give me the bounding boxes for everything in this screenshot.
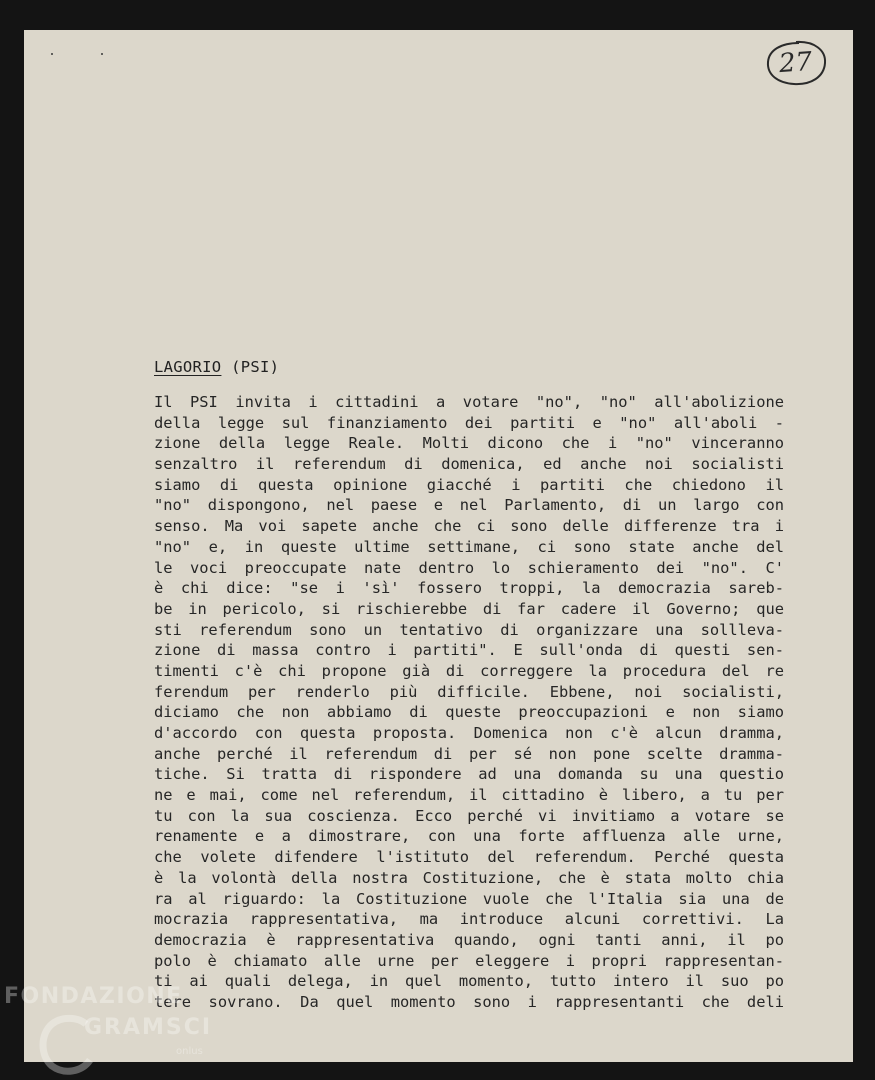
text-line: mocrazia rappresentativa, ma introduce alcuni correttivi. La bbox=[154, 910, 784, 929]
text-line: d'accordo con questa proposta. Domenica non c'è alcun dramma, bbox=[154, 724, 784, 742]
text-line: tu con la sua coscienza. Ecco perché vi invitiamo a votare se bbox=[154, 806, 784, 825]
text-line: polo è chiamato alle urne per eleggere i propri rappresentan- bbox=[154, 951, 784, 970]
text-line: "no" dispongono, nel paese e nel Parlamento, di un largo con bbox=[154, 496, 784, 515]
text-line: ferendum per renderlo più difficile. Ebbene, noi socialisti, bbox=[154, 682, 784, 701]
text-line: ne e mai, come nel referendum, il cittadino è libero, a tu per bbox=[154, 786, 784, 805]
text-line: zione della legge Reale. Molti dicono che i "no" vinceranno bbox=[154, 434, 784, 453]
page-number-text: 27 bbox=[778, 46, 814, 80]
text-line: ti ai quali delega, in quel momento, tutto intero il suo po bbox=[154, 972, 784, 991]
watermark-line-3: onlus bbox=[176, 1046, 203, 1057]
text-line: diciamo che non abbiamo di queste preoccupazioni e non siamo bbox=[154, 703, 784, 722]
text-line: tere sovrano. Da quel momento sono i rappresentanti che deli bbox=[154, 992, 784, 1011]
text-line: zione di massa contro i partiti". E sull'onda di questi sen- bbox=[154, 641, 784, 660]
margin-dot bbox=[101, 53, 103, 55]
text-line: anche perché il referendum di per sé non pone scelte dramma- bbox=[154, 744, 784, 763]
text-line: siamo di questa opinione giacché i partiti che chiedono il bbox=[154, 475, 784, 494]
text-line: le voci preoccupate nate dentro lo schieramento dei "no". C' bbox=[154, 558, 784, 577]
text-line: che volete difendere l'istituto del referendum. Perché questa bbox=[154, 848, 784, 867]
text-line: ra al riguardo: la Costituzione vuole che l'Italia sia una de bbox=[154, 889, 784, 908]
text-line: tiche. Si tratta di rispondere ad una domanda su una questio bbox=[154, 765, 784, 784]
watermark-line-1: FONDAZIONE bbox=[4, 984, 183, 1009]
text-line: "no" e, in queste ultime settimane, ci sono state anche del bbox=[154, 537, 784, 556]
text-line: timenti c'è chi propone già di correggere la procedura del re bbox=[154, 661, 784, 680]
speaker-name: LAGORIO bbox=[154, 358, 222, 376]
text-line: della legge sul finanziamento dei partiti e "no" all'aboli - bbox=[154, 413, 784, 432]
text-line: senzaltro il referendum di domenica, ed anche noi socialisti bbox=[154, 455, 784, 474]
page-number-circled bbox=[764, 38, 828, 88]
text-line: è la volontà della nostra Costituzione, che è stata molto chia bbox=[154, 868, 784, 887]
text-line: sti referendum sono un tentativo di organizzare una sollleva- bbox=[154, 620, 784, 639]
margin-dot bbox=[51, 53, 53, 55]
document-page bbox=[24, 30, 853, 1062]
text-line: renamente e a dimostrare, con una forte affluenza alle urne, bbox=[154, 827, 784, 846]
watermark-line-2: GRAMSCI bbox=[84, 1015, 213, 1040]
text-line: è chi dice: "se i 'sì' fossero troppi, la democrazia sareb- bbox=[154, 579, 784, 598]
text-line: democrazia è rappresentativa quando, ogni tanti anni, il po bbox=[154, 930, 784, 949]
speech-body bbox=[154, 392, 784, 1013]
text-line: Il PSI invita i cittadini a votare "no", "no" all'abolizione bbox=[154, 393, 784, 411]
text-line: senso. Ma voi sapete anche che ci sono delle differenze tra i bbox=[154, 517, 784, 536]
speaker-party: (PSI) bbox=[231, 358, 280, 376]
text-line: be in pericolo, si rischierebbe di far cadere il Governo; que bbox=[154, 599, 784, 618]
speaker-heading bbox=[154, 358, 279, 376]
